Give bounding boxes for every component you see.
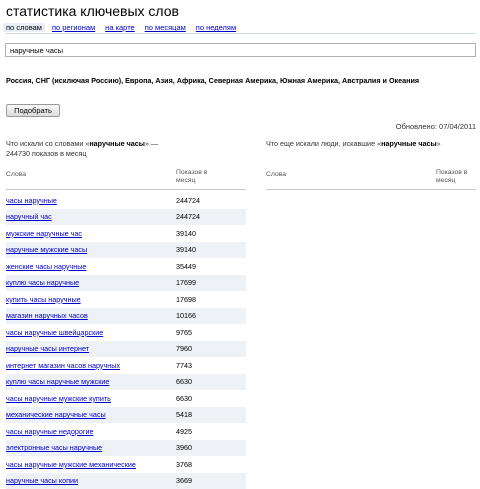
table-row xyxy=(6,390,246,407)
table-row xyxy=(6,258,246,275)
tab-0[interactable]: по словам xyxy=(3,23,45,32)
shows-count: 9765 xyxy=(176,328,192,337)
keyword-link[interactable]: часы наручные швейцарские xyxy=(6,328,176,337)
keyword-link[interactable]: электронные часы наручные xyxy=(6,443,176,452)
table-row xyxy=(6,374,246,391)
updated-date: Обновлено: 07/04/2011 xyxy=(396,122,476,131)
tab-3[interactable]: по месяцам xyxy=(145,23,186,32)
left-title-query: наручные часы xyxy=(89,139,145,148)
page-title: статистика ключевых слов xyxy=(6,3,179,19)
right-header-divider xyxy=(266,189,476,190)
right-title-suffix: » xyxy=(437,139,441,148)
regions-list[interactable]: Россия, СНГ (исключая Россию), Европа, Азия, Африка, Северная Америка, Южная Америка, Австралия и Океания xyxy=(6,76,461,86)
table-row xyxy=(6,209,246,226)
table-row xyxy=(6,456,246,473)
shows-count: 6630 xyxy=(176,377,192,386)
table-row xyxy=(6,324,246,341)
keyword-link[interactable]: женские часы наручные xyxy=(6,262,176,271)
right-title-query: наручные часы xyxy=(381,139,437,148)
tab-divider xyxy=(6,33,476,34)
keyword-link[interactable]: механические наручные часы xyxy=(6,410,176,419)
keyword-link[interactable]: мужские наручные час xyxy=(6,229,176,238)
table-row xyxy=(6,308,246,325)
table-row xyxy=(6,440,246,457)
shows-count: 39140 xyxy=(176,229,196,238)
keyword-link[interactable]: наручные часы копии xyxy=(6,476,176,485)
search-input[interactable] xyxy=(5,43,476,57)
shows-count: 244724 xyxy=(176,196,200,205)
shows-count: 4925 xyxy=(176,427,192,436)
table-row xyxy=(6,225,246,242)
keyword-link[interactable]: часы наручные мужские механические xyxy=(6,460,176,469)
tab-bar xyxy=(6,23,246,32)
table-row xyxy=(6,242,246,259)
keyword-link[interactable]: интернет магазин часов наручных xyxy=(6,361,176,370)
right-title-prefix: Что еще искали люди, искавшие « xyxy=(266,139,381,148)
shows-count: 39140 xyxy=(176,245,196,254)
keyword-link[interactable]: часы наручные недорогие xyxy=(6,427,176,436)
tab-1[interactable]: по регионам xyxy=(52,23,95,32)
keyword-link[interactable]: куплю часы наручные мужские xyxy=(6,377,176,386)
shows-count: 7743 xyxy=(176,361,192,370)
shows-count: 244724 xyxy=(176,212,200,221)
right-table-title xyxy=(266,139,476,149)
shows-count: 3768 xyxy=(176,460,192,469)
left-keywords-table xyxy=(6,192,246,489)
shows-count: 6630 xyxy=(176,394,192,403)
shows-count: 7960 xyxy=(176,344,192,353)
table-row xyxy=(6,357,246,374)
table-row xyxy=(6,192,246,209)
left-title-prefix: Что искали со словами « xyxy=(6,139,89,148)
right-col-words-header: Слова xyxy=(266,171,286,178)
keyword-link[interactable]: наручные часы интернет xyxy=(6,344,176,353)
left-col-words-header: Слова xyxy=(6,171,26,178)
tab-2[interactable]: на карте xyxy=(105,23,135,32)
tab-4[interactable]: по неделям xyxy=(196,23,236,32)
keyword-link[interactable]: купить часы наручные xyxy=(6,295,176,304)
shows-count: 10166 xyxy=(176,311,196,320)
keyword-link[interactable]: куплю часы наручные xyxy=(6,278,176,287)
table-row xyxy=(6,407,246,424)
table-row xyxy=(6,291,246,308)
keyword-link[interactable]: часы наручные xyxy=(6,196,176,205)
shows-count: 5418 xyxy=(176,410,192,419)
keyword-link[interactable]: наручные мужские часы xyxy=(6,245,176,254)
shows-count: 17698 xyxy=(176,295,196,304)
pick-button[interactable]: Подобрать xyxy=(6,104,60,117)
keyword-link[interactable]: часы наручные мужские купить xyxy=(6,394,176,403)
left-col-shows-header: Показов в месяц xyxy=(176,169,218,185)
keyword-link[interactable]: наручный час xyxy=(6,212,176,221)
table-row xyxy=(6,275,246,292)
table-row xyxy=(6,341,246,358)
shows-count: 35449 xyxy=(176,262,196,271)
shows-count: 3669 xyxy=(176,476,192,485)
right-col-shows-header: Показов в месяц xyxy=(436,169,478,185)
left-header-divider xyxy=(6,189,246,190)
table-row xyxy=(6,423,246,440)
keyword-link[interactable]: магазин наручных часов xyxy=(6,311,176,320)
left-table-title xyxy=(6,139,176,159)
shows-count: 3960 xyxy=(176,443,192,452)
shows-count: 17699 xyxy=(176,278,196,287)
left-title-suffix: » — 244730 показов в месяц xyxy=(6,139,158,158)
